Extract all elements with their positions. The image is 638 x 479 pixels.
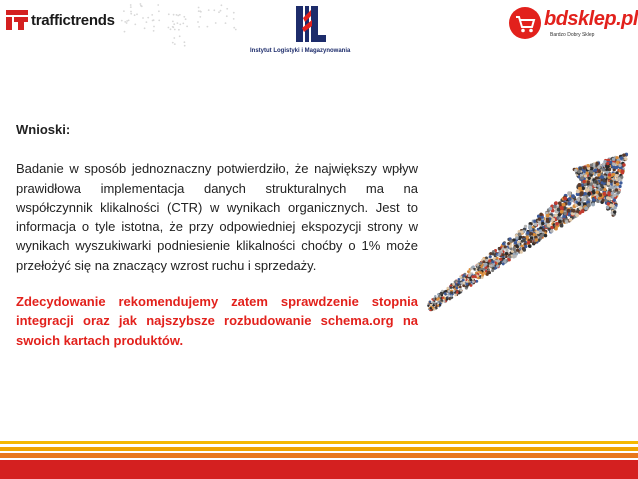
traffictrends-logo-text: traffictrends [31,11,115,29]
conclusions-section [16,120,418,350]
bdsklep-tagline: Bardzo Dobry Sklep [550,32,595,38]
bdsklep-logo [506,4,638,44]
conclusions-heading: Wnioski: [16,122,71,137]
ilim-emblem-icon [240,4,370,48]
bdsklep-logo-text [544,8,638,31]
bdsklep-logo-wordmark: bdsklep.pl [544,8,638,30]
ilim-logo-caption: Instytut Logistyki i Magazynowania [250,48,351,54]
conclusions-paragraph: Badanie w sposób jednoznaczny potwierdziło, że największy wpływ prawidłowa implementacja danych strukturalnych ma na współczynnik klikalności (CTR) w wynikach organicznych. Jest to informacja o tyle istotna, że przy odpowiedniej ekspozycji strony w wynikach wyszukiwarki podniesienie klikalności choćby o 1% może przełożyć się na znaczący wzrost ruchu i sprzedaży. [16,161,418,273]
traffictrends-logo [6,8,126,32]
traffictrends-mark-icon [6,10,28,30]
recommendation-paragraph: Zdecydowanie rekomendujemy zatem sprawdzenie stopnia integracji oraz jak najszybsze rozbudowanie schema.org na swoich kartach produktów. [16,294,418,348]
footer-stripes-decoration [0,441,638,479]
crowd-growth-arrow-image [422,148,634,318]
ilim-logo [240,4,370,54]
world-map-dots-decoration [120,2,240,52]
shopping-cart-icon [508,6,542,40]
